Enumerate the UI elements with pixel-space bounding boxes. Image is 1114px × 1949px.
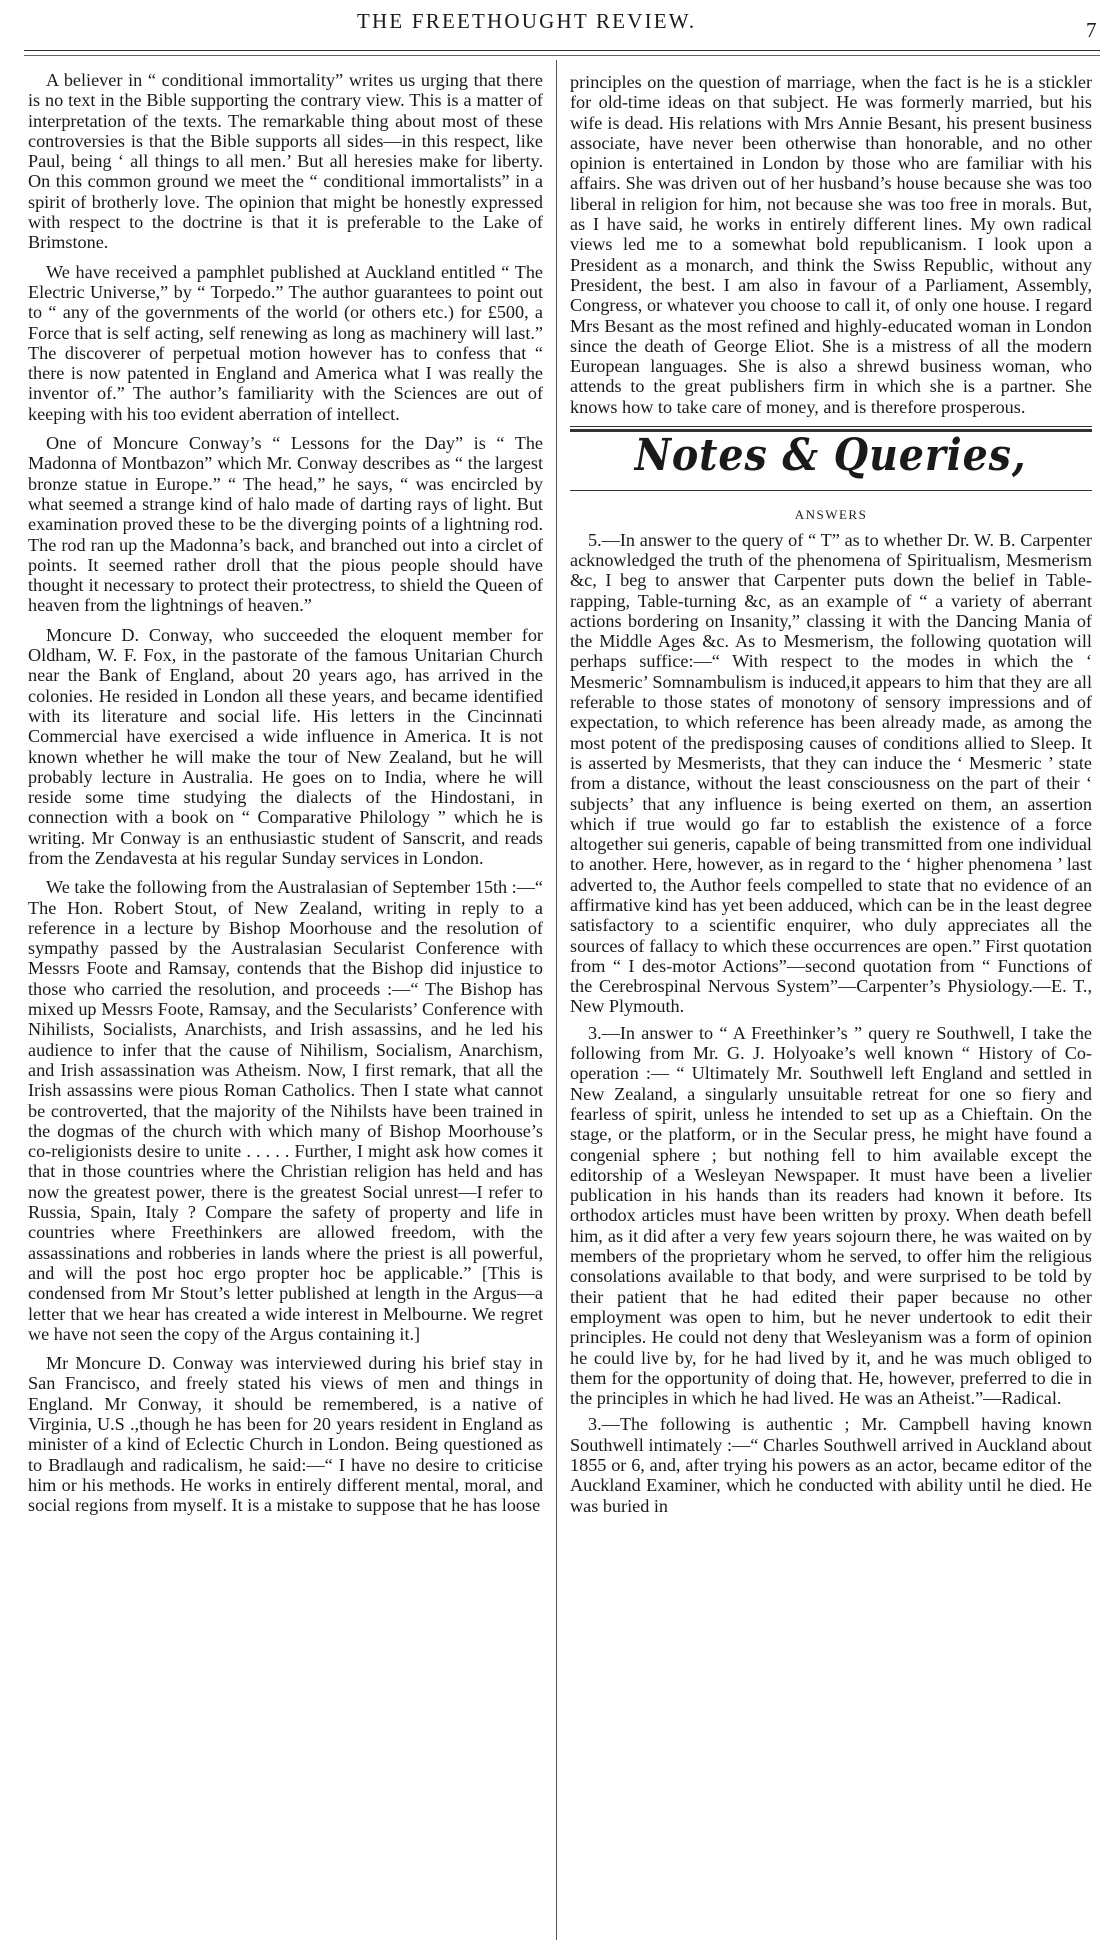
paragraph-stout-letter: We take the following from the Australasian of September 15th :—“ The Hon. Robert Stout, of New Zealand, writing in reply to a reference in a lecture by Bishop Moorhouse and the resolution of sympathy passed by the Australasian Secularist Conference with Messrs Foote and Ramsay, contends that the Bishop did injustice to those who carried the resolution, and proceeds :—“ The Bishop has mixed up Messrs Foote, Ramsay, and the Secularists’ Conference with Nihilists, Socialists, Anarchists, and Irish assassins, and he led his audience to infer that the cause of Nihilism, Socialism, Anarchism, and Irish assassination was Atheism. Now, I first remark, that all the Irish assassins were pious Roman Catholics. Then I state what cannot be controverted, that the majority of the Nihilsts have been trained in the dogmas of the church with which many of Bishop Moorhouse’s co-religionists desire to unite . . . . . Further, I might ask how comes it that in those countries where the Christian religion has held and has now the greatest power, there is the greatest Social unrest—I refer to Russia, Spain, Italy ? Compare the safety of property and life in countries where Freethinkers are allowed freedom, with the assassinations and robberies in lands where the priest is all powerful, and will the post hoc ergo propter hoc be applicable.” [This is condensed from Mr Stout’s letter published at length in the Argus—a letter that we hear has created a wide interest in Melbourne. We regret we have not seen the copy of the Argus containing it.] bbox=[28, 877, 543, 1344]
paragraph-conditional-immortality: A believer in “ conditional immortality” writes us urging that there is no text in the Bible supporting the contrary view. This is a matter of interpretation of the texts. The remarkable thing about most of these controversies is that the Bible supports all sides—in this respect, like Paul, being ‘ all things to all men.’ But all heresies make for liberty. On this common ground we meet the “ conditional immortalists” in a spirit of brotherly love. The opinion that might be honestly expressed with respect to the doctrine is that it is preferable to the Lake of Brimstone. bbox=[28, 70, 543, 253]
paragraph-conway-interview: Mr Moncure D. Conway was interviewed during his brief stay in San Francisco, and freely stated his views of men and things in England. Mr Conway, it should be remembered, is a native of Virginia, U.S .,though he has been for 20 years resident in England as minister of a kind of Eclectic Church in London. Being questioned as to Bradlaugh and radicalism, he said:—“ I have no desire to criticise him or his methods. He works in entirely different mental, moral, and social regions from myself. It is a mistake to suppose that he has loose bbox=[28, 1353, 543, 1516]
section-heading-block bbox=[570, 432, 1092, 484]
answer-item: 3.—The following is authentic ; Mr. Campbell having known Southwell intimately :—“ Charles Southwell arrived in Auckland about 1855 or 6, and, after trying his powers as an actor, became editor of the Auckland Examiner, which he conducted with ability until he died. He was buried in bbox=[570, 1414, 1092, 1516]
paragraph-electric-universe: We have received a pamphlet published at Auckland entitled “ The Electric Universe,” by “ Torpedo.” The author guarantees to point out to “ any of the governments of the world (or others etc.) for £500, a Force that is self acting, self renewing as long as machinery will last.” The discoverer of perpetual motion however has to confess that “ there is now patented in England and America what I was really the inventor of.” The author’s familiarity with the Sciences are out of keeping with his too evident aberration of intellect. bbox=[28, 261, 543, 424]
running-head bbox=[0, 6, 1114, 42]
paragraph-madonna-montbazon: One of Moncure Conway’s “ Lessons for the Day” is “ The Madonna of Montbazon” which Mr. Conway describes as “ the largest bronze statue in Europe.” “ The head,” he says, “ was encircled by what seemed a strange kind of halo made of darting rays of light. But examination proved these to be the diverging points of a lightning rod. The rod ran up the Madonna’s back, and branched out into a circlet of points. It seemed rather droll that the pious people should have thought it necessary to protect their protectress, to shield the Queen of heaven from the lightnings of heaven.” bbox=[28, 433, 543, 616]
answers-subheading: ANSWERS bbox=[794, 507, 868, 523]
right-column bbox=[570, 72, 1092, 1522]
column-divider bbox=[556, 60, 557, 1940]
header-rule bbox=[24, 50, 1100, 51]
paragraph-continuation: principles on the question of marriage, when the fact is he is a stickler for old-time ideas on that subject. He was formerly married, but his wife is dead. His relations with Mrs Annie Besant, his present business associate, have never been otherwise than honorable, and no other opinion is entertained in London by those who are familiar with his affairs. She was driven out of her husband’s house because she was too liberal in religion for him, not because she was too free in morals. But, as I have said, he works in entirely different lines. My own radical views led me to a somewhat bold republicanism. I look upon a President as a monarch, and think the Swiss Republic, without any President, the best. I am also in favour of a Parliament, Assembly, Congress, or whatever you choose to call it, of only one house. I regard Mrs Besant as the most refined and highly-educated woman in London since the death of George Eliot. She is a mistress of all the modern European languages. She is also a shrewd business woman, who attends to the great publishers firm in which she is a partner. She knows how to take care of money, and is therefore prosperous. bbox=[570, 72, 1092, 417]
page-number: 7 bbox=[1086, 18, 1097, 42]
section-heading: Notes & Queries, bbox=[635, 430, 1027, 482]
section-heading-rule bbox=[570, 490, 1092, 491]
paragraph-conway-arrival: Moncure D. Conway, who succeeded the eloquent member for Oldham, W. F. Fox, in the pastorate of the famous Unitarian Church near the Bank of England, about 20 years ago, has arrived in the colonies. He resided in London all these years, and became identified with its literature and social life. His letters in the Cincinnati Commercial have exercised a wide influence in America. It is not known whether he will make the tour of New Zealand, but he will probably lecture in Australia. He goes on to India, where he will reside some time studying the dialects of the Hindostani, in connection with a book on “ Comparative Philology ” which he is writing. Mr Conway is an enthusiastic student of Sanscrit, and reads from the Zendavesta at his regular Sunday services in London. bbox=[28, 624, 543, 868]
running-title: THE FREETHOUGHT REVIEW. bbox=[357, 9, 697, 33]
left-column bbox=[28, 70, 543, 1524]
answer-item: 5.—In answer to the query of “ T” as to whether Dr. W. B. Carpenter acknowledged the truth of the phenomena of Spiritualism, Mesmerism &c, I beg to answer that Carpenter puts down the belief in Table-rapping, Table-turning &c, as an example of “ a variety of aberrant actions bordering on Insanity,” classing it with the Dancing Mania of the Middle Ages &c. As to Mesmerism, the following quotation will perhaps suffice:—“ With respect to the modes in which the ‘ Mesmeric’ Somnambulism is induced,it appears to him that they are all referable to those states of monotony of sensory impressions and of expectation, to which reference has been already made, as among the most potent of the predisposing causes of conditions allied to Sleep. It is asserted by Mesmerists, that they can induce the ‘ Mesmeric ’ state from a distance, without the least consciousness on the part of their ‘ subjects’ that any influence is being exerted on them, an assertion which if true would go far to establish the existence of a force altogether sui generis, capable of being transmitted from one individual to another. Here, however, as in regard to the ‘ higher phenomena ’ last adverted to, the Author feels compelled to state that no evidence of an affirmative kind has yet been adduced, which can be in the least degree satisfactory to a scientific enquirer, who duly appreciates all the sources of fallacy to which these occurrences are open.” First quotation from “ I des-motor Actions”—second quotation from “ Functions of the Cerebrospinal Nervous System”—Carpenter’s Physiology.—E. T., New Plymouth. bbox=[570, 529, 1092, 1017]
section-rule bbox=[570, 426, 1092, 427]
header-rule-double bbox=[24, 55, 1100, 56]
answer-item: 3.—In answer to “ A Freethinker’s ” query re Southwell, I take the following from Mr. G. J. Holyoake’s well known “ History of Co-operation :— “ Ultimately Mr. Southwell left England and settled in New Zealand, a singularly unsuitable retreat for one so fiery and fearless of spirit, unless he intended to set up as a Chieftain. On the stage, or the platform, or in the Secular press, he might have found a congenial sphere ; but nothing fell to him available except the editorship of a Wesleyan Newspaper. It must have been a livelier publication in his hands than its readers had known it before. Its orthodox articles must have been written by proxy. When death befell him, as it did after a very few years sojourn there, he was waited on by members of the proprietary whom he served, to offer him the religious consolations available to that body, and were surprised to be told by their patient that he had edited their paper because no other employment was open to him, but he never undertook to edit their principles. He could not deny that Wesleyanism was a form of opinion he could live by, for he had lived by it, and he was much obliged to them for the opportunity of doing that. He, however, preferred to die in the principles in which he had lived. He was an Atheist.”—Radical. bbox=[570, 1022, 1092, 1409]
